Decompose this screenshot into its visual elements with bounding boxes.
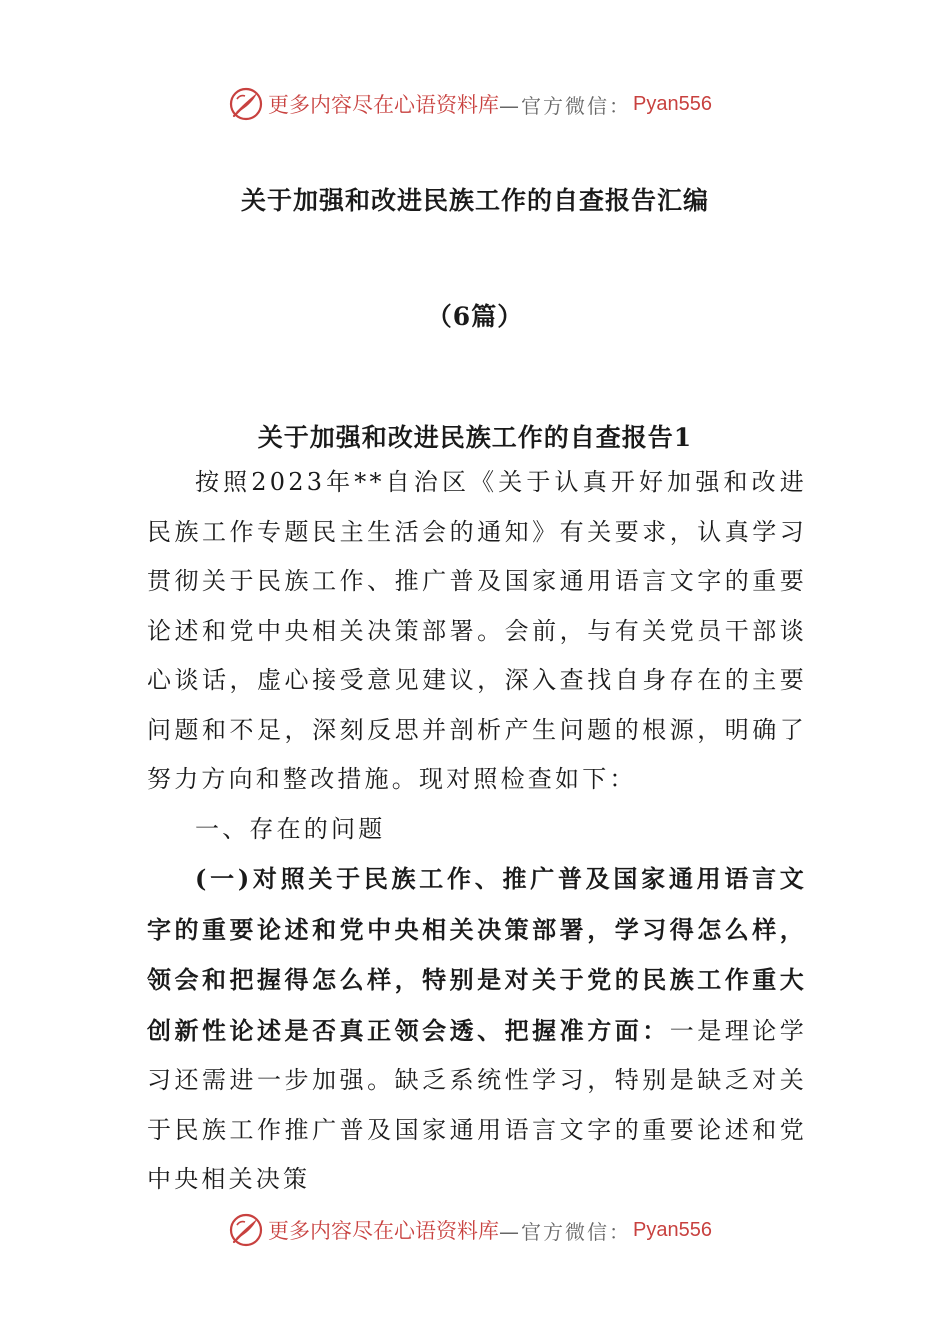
quill-logo-icon	[228, 1212, 264, 1248]
document-main-title: 关于加强和改进民族工作的自查报告汇编	[240, 186, 709, 215]
section-heading: 一、存在的问题	[195, 814, 386, 843]
watermark-brand: 更多内容尽在心语资料库	[268, 1219, 499, 1243]
item-bold-lead: (一)对照关于民族工作、推广普及国家通用语言文字的重要论述和党中央相关决策部署，学习得怎么样，领会和把握得怎么样，特别是对关于党的民族工作重大创新性论述是否真正领会透、把握准方面：	[147, 864, 807, 1045]
watermark-official-label: —官方微信：	[499, 93, 631, 118]
item-paragraph	[147, 854, 807, 1205]
watermark-brand: 更多内容尽在心语资料库	[268, 93, 499, 117]
watermark-official-label: —官方微信：	[499, 1219, 631, 1244]
watermark-footer	[228, 1210, 712, 1250]
report-title: 关于加强和改进民族工作的自查报告1	[257, 423, 693, 452]
watermark-wechat-id: Pyan556	[633, 1218, 712, 1241]
document-body	[147, 458, 807, 1205]
intro-paragraph: 按照2023年**自治区《关于认真开好加强和改进民族工作专题民主生活会的通知》有关要求，认真学习贯彻关于民族工作、推广普及国家通用语言文字的重要论述和党中央相关决策部署。会前，与有关党员干部谈心谈话，虚心接受意见建议，深入查找自身存在的主要问题和不足，深刻反思并剖析产生问题的根源，明确了努力方向和整改措施。现对照检查如下：	[147, 468, 807, 793]
watermark-wechat-id: Pyan556	[633, 92, 712, 115]
item-body-text: 一是理论学习还需进一步加强。缺乏系统性学习，特别是缺乏对关于民族工作推广普及国家通用语言文字的重要论述和党中央相关决策	[147, 1016, 807, 1193]
document-count-title: （6篇）	[426, 302, 524, 331]
quill-logo-icon	[228, 86, 264, 122]
watermark-header	[228, 84, 712, 124]
